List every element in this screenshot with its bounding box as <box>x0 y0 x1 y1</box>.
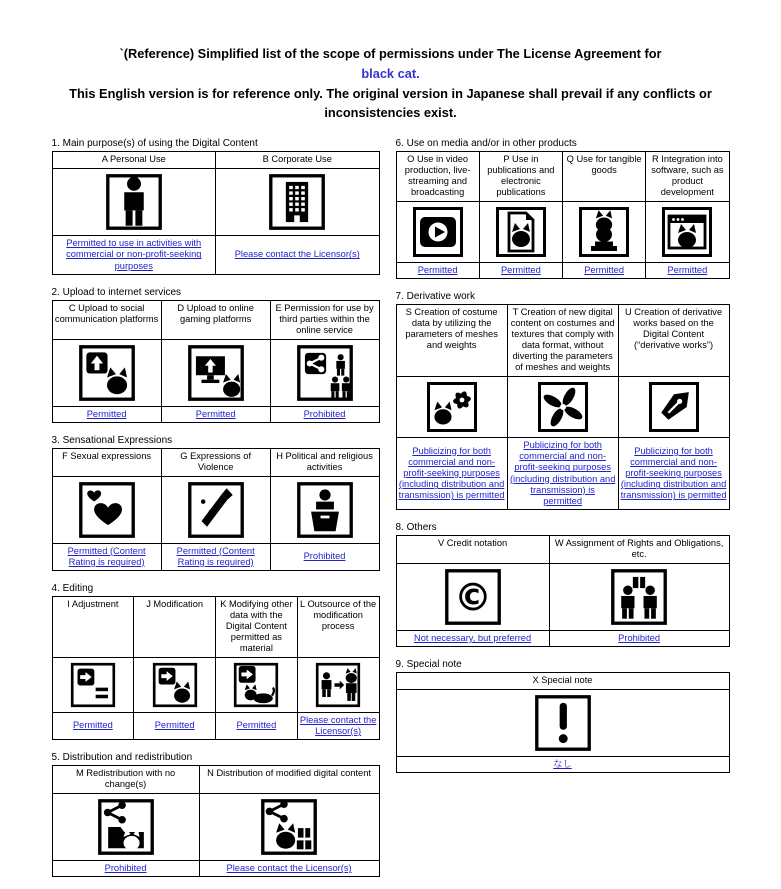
cell-label-p: P Use in publications and electronic publications <box>479 152 562 202</box>
cell-status-i: Permitted <box>52 712 134 739</box>
section-main-purpose <box>52 138 380 274</box>
cell-icon-u <box>618 377 729 438</box>
cell-label-m: M Redistribution with no change(s) <box>52 766 199 794</box>
software-icon <box>661 206 713 258</box>
cell-status-o: Permitted <box>396 263 479 279</box>
cell-status-q: Permitted <box>563 263 646 279</box>
cell-icon-a <box>52 169 216 236</box>
cell-label-o: O Use in video production, live-streaming and broadcasting <box>396 152 479 202</box>
section-6-table <box>396 151 730 279</box>
cell-label-e: E Permission for use by third parties within the online service <box>270 300 379 339</box>
section-editing <box>52 583 380 740</box>
cell-icon-d <box>161 339 270 406</box>
cell-status-e: Prohibited <box>270 406 379 422</box>
modify-material-icon <box>233 662 279 708</box>
cell-status-c: Permitted <box>52 406 161 422</box>
pen-nib-icon <box>648 381 700 433</box>
cell-label-f: F Sexual expressions <box>52 448 161 476</box>
cell-label-n: N Distribution of modified digital content <box>199 766 379 794</box>
section-2-table <box>52 300 380 423</box>
cell-icon-w <box>549 564 729 631</box>
cell-label-h: H Political and religious activities <box>270 448 379 476</box>
cell-status-l: Please contact the Licensor(s) <box>297 712 379 739</box>
cell-label-j: J Modification <box>134 597 216 658</box>
cell-icon-x <box>396 690 729 757</box>
cell-icon-h <box>270 476 379 543</box>
hearts-icon <box>78 481 136 539</box>
cell-status-r: Permitted <box>646 263 729 279</box>
upload-gaming-icon <box>187 344 245 402</box>
knife-icon <box>187 481 245 539</box>
assignment-icon <box>610 568 668 626</box>
section-upload <box>52 287 380 423</box>
cell-label-i: I Adjustment <box>52 597 134 658</box>
cell-label-r: R Integration into software, such as product development <box>646 152 729 202</box>
cell-icon-r <box>646 202 729 263</box>
new-content-icon <box>537 381 589 433</box>
section-3-title: 3. Sensational Expressions <box>51 434 173 446</box>
section-media-products <box>396 138 730 279</box>
cell-status-g: Permitted (Content Rating is required) <box>161 543 270 570</box>
section-5-title: 5. Distribution and redistribution <box>51 752 193 764</box>
section-5-table <box>52 765 380 877</box>
cell-label-k: K Modifying other data with the Digital Content permitted as material <box>216 597 298 658</box>
cell-status-p: Permitted <box>479 263 562 279</box>
cell-label-s: S Creation of costume data by utilizing the parameters of meshes and weights <box>396 305 507 377</box>
cell-label-w: W Assignment of Rights and Obligations, etc. <box>549 536 729 564</box>
cell-status-k: Permitted <box>216 712 298 739</box>
cell-label-l: L Outsource of the modification process <box>297 597 379 658</box>
cell-label-c: C Upload to social communication platforms <box>52 300 161 339</box>
cell-label-g: G Expressions of Violence <box>161 448 270 476</box>
cell-icon-e <box>270 339 379 406</box>
costume-data-icon <box>426 381 478 433</box>
cell-icon-m <box>52 794 199 861</box>
cell-status-u: Publicizing for both commercial and non-profit-seeking purposes (including distribution and transmission) is permitted <box>618 438 729 510</box>
section-1-title: 1. Main purpose(s) of using the Digital Content <box>51 138 258 150</box>
cell-label-b: B Corporate Use <box>216 152 380 169</box>
section-1-table <box>52 151 380 274</box>
cell-icon-p <box>479 202 562 263</box>
section-2-title: 2. Upload to internet services <box>51 286 182 298</box>
cell-icon-l <box>297 657 379 712</box>
cell-icon-k <box>216 657 298 712</box>
tangible-goods-icon <box>578 206 630 258</box>
cell-status-t: Publicizing for both commercial and non-profit-seeking purposes (including distribution and transmission) is permitted <box>507 438 618 510</box>
upload-social-icon <box>78 344 136 402</box>
section-derivative <box>396 291 730 510</box>
cell-status-v: Not necessary, but preferred <box>396 631 549 647</box>
modified-distribution-icon <box>260 798 318 856</box>
svg-text:©: © <box>453 575 492 620</box>
cell-label-d: D Upload to online gaming platforms <box>161 300 270 339</box>
cell-label-a: A Personal Use <box>52 152 216 169</box>
disclaimer: This English version is for reference only. The original version in Japanese shall prevail if any conflicts or inconsistencies exist. <box>69 85 712 121</box>
cell-status-x: なし <box>396 757 729 773</box>
content-columns <box>52 138 730 889</box>
document-header <box>46 44 736 123</box>
person-icon <box>105 173 163 231</box>
section-4-table <box>52 596 380 740</box>
cell-icon-v <box>396 564 549 631</box>
cell-status-h: Prohibited <box>270 543 379 570</box>
cell-icon-i <box>52 657 134 712</box>
cell-status-s: Publicizing for both commercial and non-profit-seeking purposes (including distribution and transmission) is permitted <box>396 438 507 510</box>
cell-icon-n <box>199 794 379 861</box>
cell-status-a: Permitted to use in activities with commercial or non-profit-seeking purposes <box>52 236 216 274</box>
section-7-table <box>396 304 730 510</box>
product-name: black cat. <box>361 65 420 81</box>
page-title: `(Reference) Simplified list of the scope of permissions under The License Agreement for <box>119 46 662 61</box>
building-icon <box>268 173 326 231</box>
modification-icon <box>152 662 198 708</box>
podium-icon <box>296 481 354 539</box>
section-9-table <box>396 672 730 773</box>
section-4-title: 4. Editing <box>51 583 94 595</box>
cell-icon-t <box>507 377 618 438</box>
video-icon <box>412 206 464 258</box>
cell-status-w: Prohibited <box>549 631 729 647</box>
section-3-table <box>52 448 380 571</box>
section-9-title: 9. Special note <box>395 659 462 671</box>
exclamation-icon <box>534 694 592 752</box>
cell-label-u: U Creation of derivative works based on the Digital Content (“derivative works”) <box>618 305 729 377</box>
section-8-table <box>396 535 730 647</box>
section-sensational <box>52 435 380 571</box>
cell-status-f: Permitted (Content Rating is required) <box>52 543 161 570</box>
cell-icon-j <box>134 657 216 712</box>
cell-icon-q <box>563 202 646 263</box>
section-8-title: 8. Others <box>395 522 437 534</box>
copyright-icon <box>444 568 502 626</box>
cell-status-j: Permitted <box>134 712 216 739</box>
cell-label-q: Q Use for tangible goods <box>563 152 646 202</box>
section-special-note <box>396 659 730 773</box>
cell-icon-c <box>52 339 161 406</box>
section-7-title: 7. Derivative work <box>395 291 475 303</box>
left-column <box>52 138 380 889</box>
cell-label-x: X Special note <box>396 673 729 690</box>
right-column <box>396 138 730 785</box>
outsource-icon <box>315 662 361 708</box>
adjustment-icon <box>70 662 116 708</box>
publication-icon <box>495 206 547 258</box>
third-party-use-icon <box>296 344 354 402</box>
cell-status-n: Please contact the Licensor(s) <box>199 861 379 877</box>
section-others <box>396 522 730 647</box>
cell-label-v: V Credit notation <box>396 536 549 564</box>
redistribution-icon <box>97 798 155 856</box>
cell-icon-f <box>52 476 161 543</box>
cell-label-t: T Creation of new digital content on costumes and textures that comply with data format, without diverting the parameters of meshes and weights <box>507 305 618 377</box>
cell-status-d: Permitted <box>161 406 270 422</box>
cell-icon-s <box>396 377 507 438</box>
cell-status-m: Prohibited <box>52 861 199 877</box>
section-distribution <box>52 752 380 877</box>
section-6-title: 6. Use on media and/or in other products <box>395 138 577 150</box>
cell-status-b: Please contact the Licensor(s) <box>216 236 380 274</box>
cell-icon-g <box>161 476 270 543</box>
cell-icon-o <box>396 202 479 263</box>
cell-icon-b <box>216 169 380 236</box>
